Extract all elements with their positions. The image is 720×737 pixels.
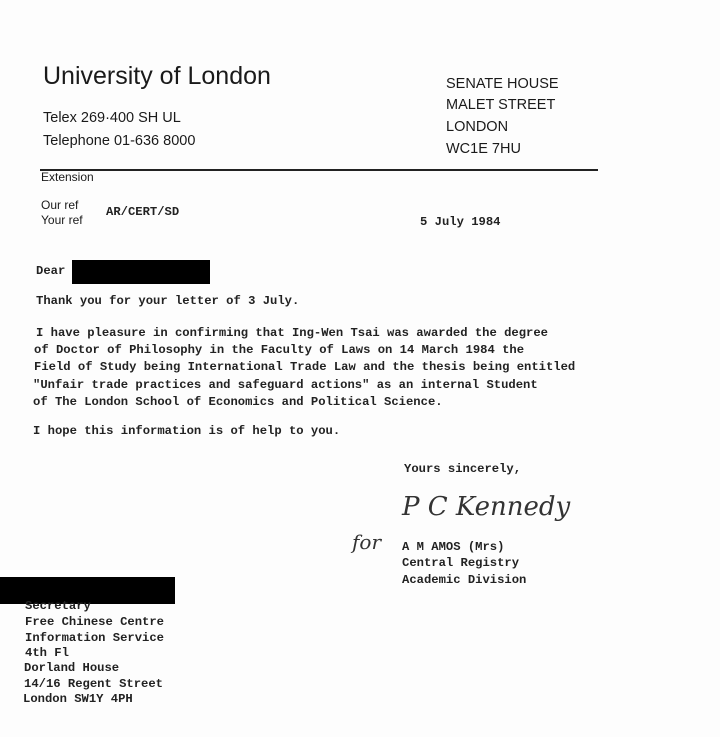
signatory-name: A M AMOS (Mrs): [402, 540, 505, 554]
telex: Telex 269·400 SH UL: [43, 110, 181, 126]
recipient-line: 14/16 Regent Street: [24, 677, 163, 691]
body-line: Field of Study being International Trade Law and the thesis being entitled: [34, 360, 576, 374]
header-rule: [40, 169, 598, 171]
signature: P C Kennedy: [402, 492, 571, 522]
body-line: of Doctor of Philosophy in the Faculty of Laws on 14 March 1984 the: [34, 343, 525, 357]
recipient-line: Free Chinese Centre: [25, 615, 164, 629]
salutation: Dear: [36, 264, 66, 278]
recipient-line: Information Service: [25, 631, 164, 645]
institution-name: University of London: [43, 62, 271, 90]
telephone: Telephone 01-636 8000: [43, 133, 196, 149]
address-line: SENATE HOUSE: [446, 76, 559, 92]
letter-date: 5 July 1984: [420, 215, 501, 229]
closing-line: I hope this information is of help to you.: [33, 424, 341, 438]
department: Central Registry: [402, 556, 520, 570]
our-ref: AR/CERT/SD: [106, 205, 180, 219]
body-line: "Unfair trade practices and safeguard actions" as an internal Student: [33, 378, 538, 392]
division: Academic Division: [402, 573, 527, 587]
address-line: MALET STREET: [446, 97, 556, 113]
address-line: WC1E 7HU: [446, 141, 521, 157]
redaction: [72, 260, 210, 284]
recipient-line: 4th Fl: [25, 646, 69, 660]
your-ref-label: Your ref: [41, 213, 83, 227]
recipient-line: Secretary: [25, 599, 91, 613]
opening-line: Thank you for your letter of 3 July.: [36, 294, 300, 308]
valediction: Yours sincerely,: [404, 462, 522, 476]
body-line: of The London School of Economics and Political Science.: [33, 395, 443, 409]
our-ref-label: Our ref: [41, 198, 79, 212]
signature-for: for: [352, 530, 382, 554]
body-line: I have pleasure in confirming that Ing-Wen Tsai was awarded the degree: [36, 326, 548, 340]
recipient-line: Dorland House: [24, 661, 120, 675]
recipient-line: London SW1Y 4PH: [23, 692, 133, 706]
extension-label: Extension: [41, 170, 94, 184]
address-line: LONDON: [446, 119, 509, 135]
